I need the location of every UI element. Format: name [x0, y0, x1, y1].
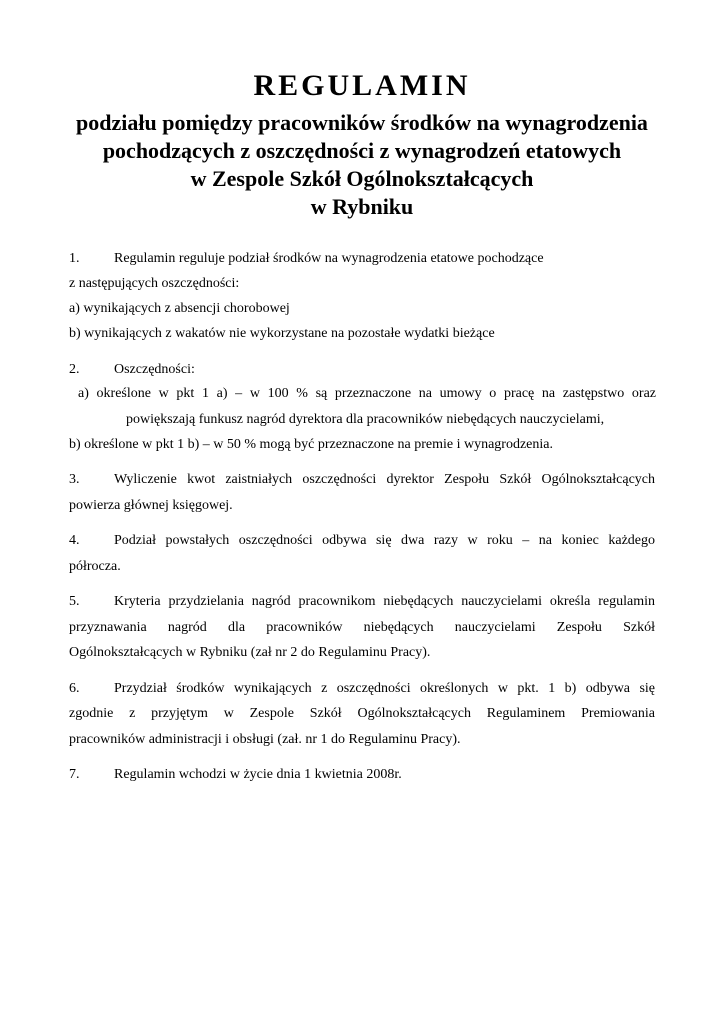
section-1-line-3: a) wynikających z absencji chorobowej: [69, 301, 290, 316]
section-2-line-3: powiększają funkusz nagród dyrektora dla pracowników niebędących nauczycielami,: [126, 412, 605, 427]
section-2-line-1: 2. Oszczędności:: [69, 362, 195, 377]
subtitle-line-3: w Zespole Szkół Ogólnokształcących: [190, 166, 534, 191]
section-3-number: 3.: [69, 472, 80, 487]
subtitle-line-4: w Rybniku: [310, 194, 414, 219]
section-3-line-1: 3. Wyliczenie kwot zaistniałych oszczędności dyrektor Zespołu Szkół Ogólnokształcących: [69, 472, 655, 487]
section-6-line-1: 6. Przydział środków wynikających z oszczędności określonych w pkt. 1 b) odbywa się: [69, 681, 655, 696]
section-1-line-4: b) wynikających z wakatów nie wykorzystane na pozostałe wydatki bieżące: [69, 326, 495, 341]
section-6-number: 6.: [69, 681, 80, 696]
section-2-number: 2.: [69, 362, 80, 377]
section-4-line-1: 4. Podział powstałych oszczędności odbywa się dwa razy w roku – na koniec każdego: [69, 533, 655, 548]
section-1-line-2: z następujących oszczędności:: [69, 276, 240, 291]
section-2-line-2: a) określone w pkt 1 a) – w 100 % są przeznaczone na umowy o pracę na zastępstwo oraz: [78, 386, 656, 401]
section-5-line-1: 5. Kryteria przydzielania nagród pracownikom niebędących nauczycielami określa regulamin: [69, 594, 655, 609]
section-1-number: 1.: [69, 251, 80, 266]
section-6-line-3: pracowników administracji i obsługi (zał. nr 1 do Regulaminu Pracy).: [69, 732, 461, 747]
subtitle-line-2: pochodzących z oszczędności z wynagrodzeń etatowych: [102, 138, 622, 163]
section-3-line-2: powierza głównej księgowej.: [69, 498, 233, 513]
section-4-line-2: półrocza.: [69, 559, 121, 574]
section-1-line-1: 1. Regulamin reguluje podział środków na wynagrodzenia etatowe pochodzące: [69, 251, 544, 266]
document-title: REGULAMIN: [253, 69, 471, 102]
section-5-line-3: Ogólnokształcących w Rybniku (zał nr 2 do Regulaminu Pracy).: [69, 645, 431, 660]
subtitle-line-1: podziału pomiędzy pracowników środków na wynagrodzenia: [76, 110, 648, 135]
section-2-line-4: b) określone w pkt 1 b) – w 50 % mogą być przeznaczone na premie i wynagrodzenia.: [69, 437, 553, 452]
section-4-number: 4.: [69, 533, 80, 548]
section-6-line-2: zgodnie z przyjętym w Zespole Szkół Ogólnokształcących Regulaminem Premiowania: [69, 706, 655, 721]
section-5-line-2: przyznawania nagród dla pracowników niebędących nauczycielami Zespołu Szkół: [69, 620, 655, 635]
section-7-line-1: 7. Regulamin wchodzi w życie dnia 1 kwietnia 2008r.: [69, 767, 402, 782]
section-5-number: 5.: [69, 594, 80, 609]
section-7-number: 7.: [69, 767, 80, 782]
